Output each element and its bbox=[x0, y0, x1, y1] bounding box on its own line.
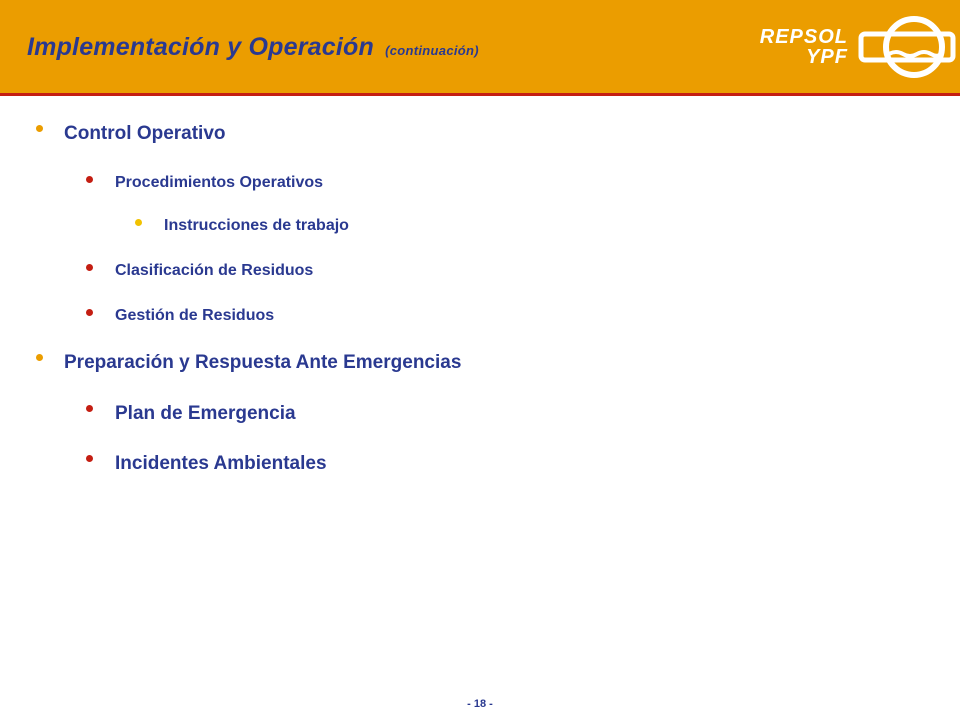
bullet-item bbox=[64, 352, 461, 374]
bullet-item bbox=[164, 217, 349, 235]
bullet-text: Preparación y Respuesta Ante Emergencias bbox=[64, 352, 462, 373]
logo-line-1: REPSOL bbox=[759, 26, 848, 48]
bullet-marker bbox=[36, 125, 43, 132]
bullet-item bbox=[115, 262, 313, 280]
slide-subtitle: (continuación) bbox=[385, 43, 479, 58]
slide-title bbox=[27, 33, 479, 62]
bullet-marker bbox=[86, 309, 93, 316]
bullet-marker bbox=[36, 354, 43, 361]
bullet-text: Clasificación de Residuos bbox=[115, 262, 314, 279]
bullet-item bbox=[115, 453, 327, 475]
bullet-text: Incidentes Ambientales bbox=[115, 453, 327, 474]
bullet-marker bbox=[86, 405, 93, 412]
bullet-marker bbox=[86, 455, 93, 462]
bullet-marker bbox=[86, 176, 93, 183]
company-logo-text bbox=[752, 27, 848, 67]
page-number: - 18 - bbox=[467, 698, 493, 710]
bullet-text: Procedimientos Operativos bbox=[115, 174, 324, 191]
bullet-item bbox=[115, 307, 274, 325]
bullet-marker bbox=[86, 264, 93, 271]
bullet-marker bbox=[135, 219, 142, 226]
bullet-item bbox=[115, 403, 296, 425]
slide-title-text: Implementación y Operación bbox=[27, 33, 374, 61]
slide-header bbox=[0, 0, 960, 96]
bullet-item bbox=[64, 123, 226, 145]
bullet-text: Control Operativo bbox=[64, 123, 226, 144]
repsol-ypf-logo-icon bbox=[858, 12, 956, 80]
bullet-text: Gestión de Residuos bbox=[115, 307, 275, 324]
bullet-text: Instrucciones de trabajo bbox=[164, 217, 349, 234]
bullet-text: Plan de Emergencia bbox=[115, 403, 296, 424]
logo-line-2: YPF bbox=[806, 46, 848, 68]
bullet-item bbox=[115, 174, 323, 192]
